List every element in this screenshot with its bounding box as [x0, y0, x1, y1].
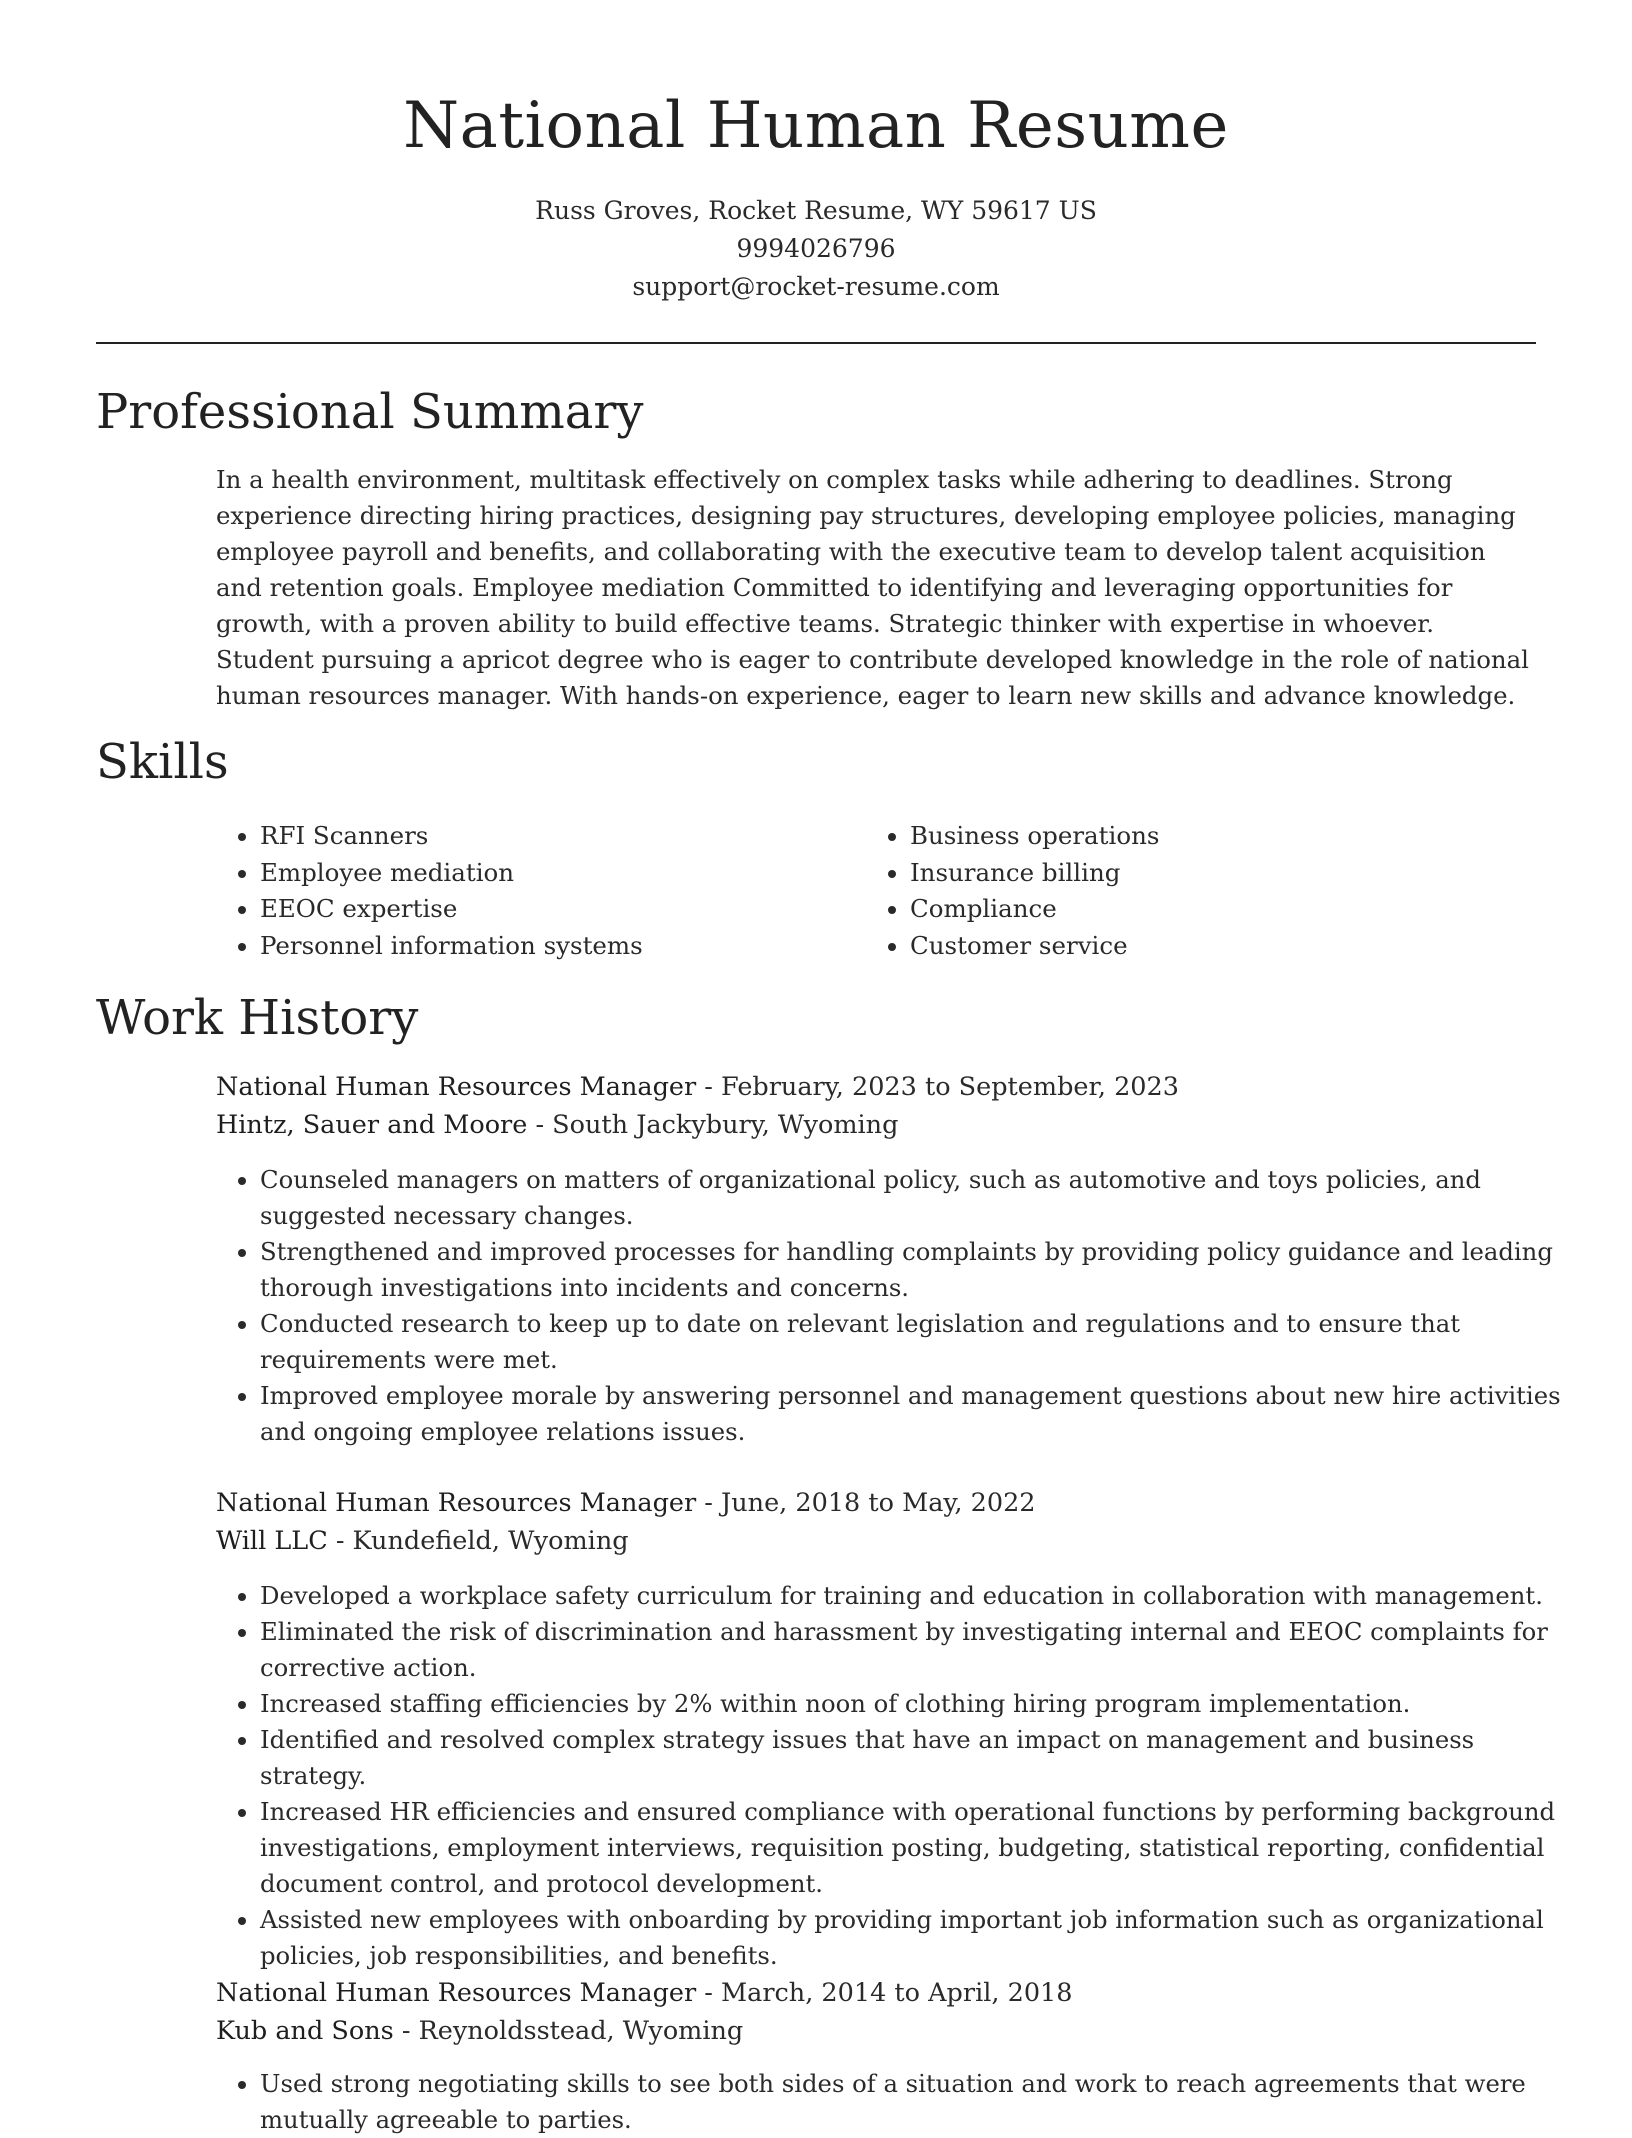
- job-location: Kundefield, Wyoming: [352, 1526, 629, 1556]
- job-dates: June, 2018 to May, 2022: [721, 1488, 1036, 1518]
- job-bullet: • Eliminated the risk of discrimination and harassment by investigating internal and EEOC complaints for corrective action.: [260, 1614, 1580, 1686]
- job-dates: March, 2014 to April, 2018: [721, 1978, 1073, 2008]
- skill-item: • Business operations: [910, 818, 1159, 855]
- contact-info: [0, 192, 1632, 306]
- job-bullet: • Increased HR efficiencies and ensured compliance with operational functions by performing background investigations, employment interviews, requisition posting, budgeting, statistical reporting, confidential document control, and protocol development.: [260, 1794, 1580, 1902]
- header-divider: [96, 342, 1536, 344]
- job-location: South Jackybury, Wyoming: [552, 1110, 899, 1140]
- job-company-line: Will LLC - Kundefield, Wyoming: [216, 1526, 629, 1556]
- job-bullets: [216, 2066, 1580, 2138]
- job-bullet: • Developed a workplace safety curriculum for training and education in collaboration with management.: [260, 1578, 1580, 1614]
- job-company-line: Hintz, Sauer and Moore - South Jackybury, Wyoming: [216, 1110, 899, 1140]
- job-title-line: National Human Resources Manager - June, 2018 to May, 2022: [216, 1488, 1036, 1518]
- skill-item: • Employee mediation: [260, 855, 643, 892]
- job-company: Will LLC: [216, 1526, 328, 1556]
- job-title-line: National Human Resources Manager - February, 2023 to September, 2023: [216, 1072, 1179, 1102]
- summary-heading: Professional Summary: [96, 384, 644, 440]
- job-bullet: • Assisted new employees with onboarding by providing important job information such as organizational policies, job responsibilities, and benefits.: [260, 1902, 1580, 1974]
- skills-heading: Skills: [96, 734, 229, 790]
- skill-item: • Compliance: [910, 891, 1159, 928]
- job-location: Reynoldsstead, Wyoming: [418, 2016, 744, 2046]
- summary-text: In a health environment, multitask effectively on complex tasks while adhering to deadlines. Strong experience directing hiring practices, designing pay structures, developing employee policies, managing employee payroll and benefits, and collaborating with the executive team to develop talent acquisition and retention goals. Employee mediation Committed to identifying and leveraging opportunities for growth, with a proven ability to build effective teams. Strategic thinker with expertise in whoever. Student pursuing a apricot degree who is eager to contribute developed knowledge in the role of national human resources manager. With hands-on experience, eager to learn new skills and advance knowledge.: [216, 465, 1529, 710]
- job-dates: February, 2023 to September, 2023: [721, 1072, 1179, 1102]
- job-bullet: • Increased staffing efficiencies by 2% within noon of clothing hiring program implementation.: [260, 1686, 1580, 1722]
- job-title: National Human Resources Manager: [216, 1978, 697, 2008]
- skill-item: • RFI Scanners: [260, 818, 643, 855]
- skill-item: • Personnel information systems: [260, 928, 643, 965]
- job-title: National Human Resources Manager: [216, 1488, 697, 1518]
- resume-title: National Human Resume: [403, 89, 1229, 163]
- job-bullet: • Used strong negotiating skills to see both sides of a situation and work to reach agreements that were mutually agreeable to parties.: [260, 2066, 1580, 2138]
- job-title: National Human Resources Manager: [216, 1072, 697, 1102]
- skill-item: • Insurance billing: [910, 855, 1159, 892]
- work-history-heading: Work History: [96, 990, 419, 1046]
- job-company: Kub and Sons: [216, 2016, 394, 2046]
- contact-phone: 9994026796: [736, 234, 896, 263]
- job-company: Hintz, Sauer and Moore: [216, 1110, 528, 1140]
- contact-address: Russ Groves, Rocket Resume, WY 59617 US: [535, 196, 1097, 225]
- job-bullets: [216, 1162, 1580, 1450]
- job-company-line: Kub and Sons - Reynoldsstead, Wyoming: [216, 2016, 744, 2046]
- skills-list-right: [866, 818, 1159, 964]
- skill-item: • EEOC expertise: [260, 891, 643, 928]
- contact-email: support@rocket-resume.com: [632, 272, 1000, 301]
- job-bullet: • Counseled managers on matters of organizational policy, such as automotive and toys policies, and suggested necessary changes.: [260, 1162, 1580, 1234]
- job-bullet: • Improved employee morale by answering personnel and management questions about new hire activities and ongoing employee relations issues.: [260, 1378, 1580, 1450]
- skills-list-left: [216, 818, 643, 964]
- job-bullets: [216, 1578, 1580, 1974]
- job-bullet: • Conducted research to keep up to date on relevant legislation and regulations and to ensure that requirements were met.: [260, 1306, 1580, 1378]
- job-bullet: • Strengthened and improved processes for handling complaints by providing policy guidance and leading thorough investigations into incidents and concerns.: [260, 1234, 1580, 1306]
- job-bullet: • Identified and resolved complex strategy issues that have an impact on management and business strategy.: [260, 1722, 1580, 1794]
- job-title-line: National Human Resources Manager - March, 2014 to April, 2018: [216, 1978, 1073, 2008]
- skill-item: • Customer service: [910, 928, 1159, 965]
